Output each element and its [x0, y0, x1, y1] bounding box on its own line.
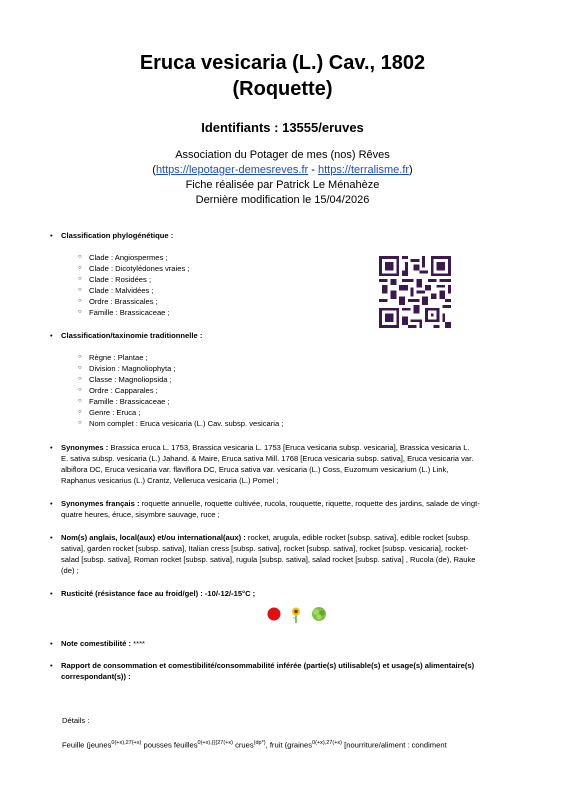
link-separator: -: [308, 164, 318, 176]
list-item: ○ Clade : Angiospermes ;: [78, 252, 189, 263]
synonymes-text: Brassica eruca L. 1753, Brassica vesicaria L. 1753 [Eruca vesicaria subsp. vesicaria], Brassica vesicaria L.: [108, 443, 470, 452]
red-dot-icon: [268, 608, 281, 621]
synonymes-section: [50, 442, 530, 486]
synonymes-label: Synonymes :: [61, 443, 109, 452]
synonymes-text: Raphanus vesicarius (L.) Crantz, Velleruca vesicaria (L.) Pomel ;: [61, 476, 279, 485]
paren-open: (: [152, 164, 156, 176]
list-item: ○ Clade : Dicotylédones vraies ;: [78, 263, 189, 274]
lettuce-icon: [312, 607, 326, 621]
list-item: ○ Genre : Eruca ;: [78, 407, 283, 418]
feuille-text: crues: [232, 740, 254, 750]
sunflower-icon: [292, 608, 300, 624]
noms-text: (de) ;: [61, 566, 79, 575]
synonymes-text: albiflora DC, Eruca vesicaria var. flaviflora DC, Eruca sativa var. vesicaria (L.) Coss, Euzomum vesicarium (L.) Link,: [61, 465, 449, 474]
feuille-sup: 0(+x),27(+x): [111, 740, 142, 746]
list-item: ○ Classe : Magnoliopsida ;: [78, 374, 283, 385]
feuille-text: Feuille (jeunes: [62, 740, 112, 750]
phylo-heading: [50, 230, 530, 241]
bullet-icon: •: [50, 331, 53, 340]
identifiants: Identifiants : 13555/eruves: [201, 120, 364, 135]
feuille-text: , fruit (graines: [265, 740, 313, 750]
title-line-1: Eruca vesicaria (L.) Cav., 1802: [139, 52, 426, 74]
synonymes-fr-section: [50, 498, 530, 520]
synonymes-text: E. sativa subsp. vesicaria (L.) Jahand. & Maire, Eruca sativa Mill. 1768 [Eruca vesicaria subsp. sativa], Eruca vesicaria var.: [61, 454, 474, 463]
association-block: [0, 148, 565, 208]
noms-text: salad [subsp. sativa], Roman rocket [subsp. sativa], rugula [subsp. sativa], salad rocket [subsp. sativa] , Rucola (de), Rauke: [61, 555, 476, 564]
note-section: [50, 638, 530, 649]
phylo-list: [78, 252, 189, 318]
association-name: Association du Potager de mes (nos) Rêves: [175, 149, 390, 161]
title-line-2: (Roquette): [232, 78, 333, 100]
rusticite-icons: [266, 605, 328, 623]
noms-text: rocket, arugula, edible rocket [subsp. sativa], edible rocket [subsp.: [245, 533, 470, 542]
feuille-text: [nourriture/aliment : condiment: [342, 740, 447, 750]
bullet-icon: •: [50, 499, 53, 508]
synonymes-fr-text: quatre heures, éruce, sisymbre sauvage, ruce ;: [61, 510, 220, 519]
feuille-text: pousses feuilles: [141, 740, 198, 750]
feuille-sup: 0(+x),27(+x): [312, 740, 342, 746]
note-value: ****: [131, 639, 145, 648]
feuille-line: [62, 740, 447, 750]
bullet-icon: •: [50, 231, 53, 240]
list-item: ○ Ordre : Brassicales ;: [78, 296, 189, 307]
list-item: ○ Ordre : Capparales ;: [78, 385, 283, 396]
list-item: ○ Division : Magnoliophyta ;: [78, 363, 283, 374]
trad-list: [78, 352, 283, 429]
qr-code-icon: [378, 256, 452, 328]
rapport-section: [50, 660, 530, 682]
rapport-label: correspondant(s)) :: [61, 672, 131, 681]
noms-text: sativa], garden rocket [subsp. sativa], Italian cress [subsp. sativa], rocket [subsp. sativa], rocket [subsp. vesicaria], rocket-: [61, 544, 469, 553]
bullet-icon: •: [50, 639, 53, 648]
rusticite-text: Rusticité (résistance face au froid/gel) : -10/-12/-15°C ;: [61, 589, 256, 598]
noms-label: Nom(s) anglais, local(aux) et/ou international(aux) :: [61, 533, 246, 542]
modified-line: Dernière modification le 15/04/2026: [195, 194, 370, 206]
bullet-icon: •: [50, 661, 53, 670]
note-label: Note comestibilité :: [61, 639, 132, 648]
association-links: [0, 163, 565, 178]
feuille-sup: (dp*): [253, 740, 266, 746]
author-line: Fiche réalisée par Patrick Le Ménahèze: [185, 179, 380, 191]
synonymes-fr-label: Synonymes français :: [61, 499, 140, 508]
bullet-icon: •: [50, 533, 53, 542]
rapport-label: Rapport de consommation et comestibilité/consommabilité inférée (partie(s) utilisable(s) et usage(s) alimentaire(s): [61, 661, 475, 670]
noms-section: [50, 532, 530, 576]
details-label: Détails :: [62, 716, 90, 725]
trad-label: Classification/taxinomie traditionnelle :: [61, 331, 203, 340]
synonymes-fr-text: roquette annuelle, roquette cultivée, rucola, rouquette, riquette, roquette des jardins, salade de vingt-: [139, 499, 480, 508]
list-item: ○ Clade : Malvidées ;: [78, 285, 189, 296]
list-item: ○ Clade : Rosidées ;: [78, 274, 189, 285]
phylo-label: Classification phylogénétique :: [61, 231, 174, 240]
link-terralisme[interactable]: https://terralisme.fr: [317, 164, 410, 176]
feuille-sup: 0(+x),{{{27(+x): [197, 740, 233, 746]
link-potager[interactable]: https://lepotager-demesreves.fr: [155, 164, 309, 176]
bullet-icon: •: [50, 443, 53, 452]
rusticite-section: [50, 588, 530, 599]
list-item: ○ Famille : Brassicaceae ;: [78, 307, 189, 318]
trad-heading: [50, 330, 530, 341]
paren-close: ): [409, 164, 413, 176]
list-item: ○ Nom complet : Eruca vesicaria (L.) Cav. subsp. vesicaria ;: [78, 418, 283, 429]
page-title: [0, 50, 565, 102]
list-item: ○ Famille : Brassicaceae ;: [78, 396, 283, 407]
list-item: ○ Règne : Plantae ;: [78, 352, 283, 363]
bullet-icon: •: [50, 589, 53, 598]
